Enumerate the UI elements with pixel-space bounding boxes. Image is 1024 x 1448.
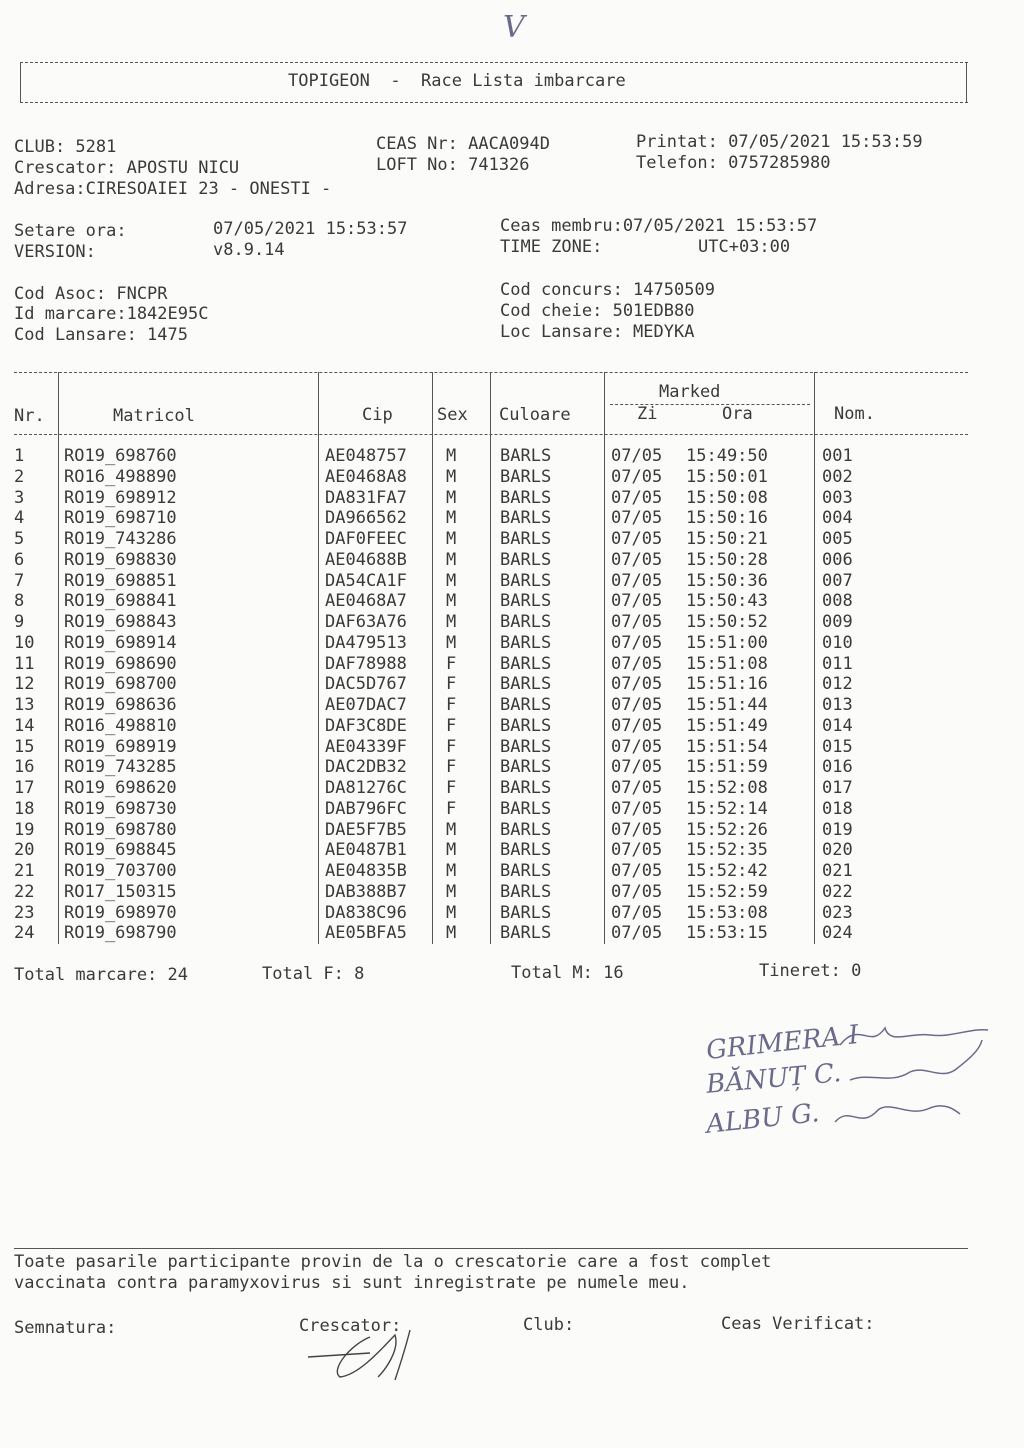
cell-cip: DA54CA1F (325, 570, 407, 591)
cell-sex: M (446, 861, 457, 881)
cell-zi: 07/05 (611, 757, 663, 778)
cell-culoare: BARLS (500, 757, 552, 778)
cell-nom: 018 (822, 798, 853, 819)
cell-culoare: BARLS (500, 923, 552, 944)
cell-nom: 001 (822, 446, 853, 466)
cell-ora: 15:52:59 (686, 881, 768, 902)
header-marked: Marked (659, 382, 721, 402)
cell-zi: 07/05 (611, 549, 663, 570)
cell-cip: AE04835B (325, 861, 407, 881)
cell-matricol: RO19_698780 (64, 819, 177, 840)
cell-ora: 15:50:21 (686, 529, 768, 549)
table-row (0, 508, 1024, 529)
semnatura-label: Semnatura: (14, 1318, 117, 1338)
cell-nom: 007 (822, 570, 853, 591)
cell-matricol: RO19_698914 (64, 632, 177, 653)
cell-nr: 24 (14, 923, 35, 944)
cell-cip: DAC2DB32 (325, 757, 407, 778)
cell-cip: AE0487B1 (325, 840, 407, 861)
cell-matricol: RO19_698843 (64, 612, 177, 632)
cell-nom: 010 (822, 632, 853, 653)
cell-nr: 19 (14, 819, 35, 840)
tineret: Tineret: 0 (759, 961, 862, 981)
cell-ora: 15:50:08 (686, 487, 768, 508)
club-info: CLUB: 5281 (14, 137, 117, 157)
cell-nr: 5 (14, 529, 25, 549)
cell-nom: 011 (822, 653, 853, 674)
cell-zi: 07/05 (611, 570, 663, 591)
cell-sex: M (446, 591, 457, 612)
cell-cip: DAF3C8DE (325, 715, 407, 736)
cell-zi: 07/05 (611, 653, 663, 674)
cell-culoare: BARLS (500, 715, 552, 736)
cell-culoare: BARLS (500, 778, 552, 798)
cell-nr: 20 (14, 840, 35, 861)
cell-culoare: BARLS (500, 881, 552, 902)
table-row (0, 550, 1024, 571)
cell-sex: F (446, 715, 457, 736)
cell-nom: 012 (822, 674, 853, 695)
cell-nr: 13 (14, 695, 35, 715)
cell-ora: 15:51:08 (686, 653, 768, 674)
cell-sex: F (446, 778, 457, 798)
cell-sex: M (446, 902, 457, 923)
cell-zi: 07/05 (611, 446, 663, 466)
crescator-label: Crescator: (299, 1316, 402, 1336)
cell-cip: DAF78988 (325, 653, 407, 674)
table-row (0, 799, 1024, 820)
cell-nom: 003 (822, 487, 853, 508)
table-row (0, 467, 1024, 488)
table-row (0, 591, 1024, 612)
total-f: Total F: 8 (262, 964, 365, 984)
table-row (0, 654, 1024, 675)
cell-zi: 07/05 (611, 881, 663, 902)
cell-nr: 3 (14, 487, 25, 508)
cell-nr: 4 (14, 508, 25, 529)
cell-nom: 014 (822, 715, 853, 736)
cell-matricol: RO19_698790 (64, 923, 177, 944)
cell-culoare: BARLS (500, 674, 552, 695)
cell-culoare: BARLS (500, 529, 552, 549)
cell-matricol: RO19_698760 (64, 446, 177, 466)
telefon: Telefon: 0757285980 (636, 153, 831, 173)
cell-sex: F (446, 757, 457, 778)
cell-cip: DA966562 (325, 508, 407, 529)
header-zi: Zi (637, 404, 658, 424)
cell-matricol: RO16_498890 (64, 466, 177, 487)
cell-culoare: BARLS (500, 819, 552, 840)
cell-zi: 07/05 (611, 819, 663, 840)
cell-nom: 017 (822, 778, 853, 798)
printat: Printat: 07/05/2021 15:53:59 (636, 132, 923, 152)
cell-ora: 15:52:35 (686, 840, 768, 861)
cell-zi: 07/05 (611, 798, 663, 819)
cell-nr: 2 (14, 466, 25, 487)
cell-sex: F (446, 674, 457, 695)
cell-nom: 023 (822, 902, 853, 923)
cell-matricol: RO19_698636 (64, 695, 177, 715)
cell-culoare: BARLS (500, 840, 552, 861)
cell-ora: 15:50:52 (686, 612, 768, 632)
cell-culoare: BARLS (500, 653, 552, 674)
cell-cip: DAC5D767 (325, 674, 407, 695)
cell-nr: 14 (14, 715, 35, 736)
setare-ora-label: Setare ora: (14, 221, 127, 241)
loft-no: LOFT No: 741326 (376, 155, 530, 175)
check-mark: V (503, 10, 525, 45)
table-row (0, 737, 1024, 758)
cell-matricol: RO19_698919 (64, 736, 177, 757)
cell-sex: M (446, 840, 457, 861)
cell-ora: 15:51:16 (686, 674, 768, 695)
cell-cip: AE07DAC7 (325, 695, 407, 715)
cell-culoare: BARLS (500, 549, 552, 570)
cell-ora: 15:52:42 (686, 861, 768, 881)
cell-cip: DA838C96 (325, 902, 407, 923)
cell-ora: 15:50:01 (686, 466, 768, 487)
cell-ora: 15:53:15 (686, 923, 768, 944)
table-row (0, 571, 1024, 592)
cell-sex: M (446, 446, 457, 466)
cell-culoare: BARLS (500, 570, 552, 591)
cell-nr: 23 (14, 902, 35, 923)
cell-matricol: RO19_743286 (64, 529, 177, 549)
cell-culoare: BARLS (500, 446, 552, 466)
statement-line-1: Toate pasarile participante provin de la o crescatorie care a fost complet (14, 1252, 772, 1272)
time-zone-value: UTC+03:00 (698, 237, 791, 257)
cell-sex: M (446, 570, 457, 591)
cell-nom: 024 (822, 923, 853, 944)
adresa: Adresa:CIRESOAIEI 23 - ONESTI - (14, 179, 332, 199)
cell-culoare: BARLS (500, 861, 552, 881)
cell-zi: 07/05 (611, 487, 663, 508)
cell-zi: 07/05 (611, 778, 663, 798)
handwritten-name-2: BĂNUȚ C. (704, 1058, 843, 1100)
cell-nom: 022 (822, 881, 853, 902)
header-cip: Cip (362, 405, 393, 425)
cell-culoare: BARLS (500, 736, 552, 757)
cell-sex: M (446, 881, 457, 902)
cell-culoare: BARLS (500, 487, 552, 508)
cell-zi: 07/05 (611, 861, 663, 881)
cell-cip: DAB388B7 (325, 881, 407, 902)
page-title: TOPIGEON - Race Lista imbarcare (288, 71, 626, 91)
cell-ora: 15:52:26 (686, 819, 768, 840)
cell-nom: 008 (822, 591, 853, 612)
cell-cip: AE048757 (325, 446, 407, 466)
cell-cip: DAF0FEEC (325, 529, 407, 549)
cell-cip: AE04688B (325, 549, 407, 570)
cell-sex: M (446, 632, 457, 653)
cell-ora: 15:51:59 (686, 757, 768, 778)
cell-ora: 15:51:54 (686, 736, 768, 757)
cell-culoare: BARLS (500, 632, 552, 653)
cell-zi: 07/05 (611, 529, 663, 549)
cell-nom: 002 (822, 466, 853, 487)
cell-matricol: RO19_698912 (64, 487, 177, 508)
cell-nr: 11 (14, 653, 35, 674)
cell-sex: M (446, 923, 457, 944)
cod-concurs: Cod concurs: 14750509 (500, 280, 715, 300)
cell-nr: 17 (14, 778, 35, 798)
ceas-verificat-label: Ceas Verificat: (721, 1314, 875, 1334)
cell-zi: 07/05 (611, 674, 663, 695)
cell-matricol: RO19_703700 (64, 861, 177, 881)
cell-zi: 07/05 (611, 902, 663, 923)
cell-matricol: RO16_498810 (64, 715, 177, 736)
table-row (0, 757, 1024, 778)
handwritten-name-1: GRIMERA I (704, 1020, 861, 1066)
cell-matricol: RO19_698690 (64, 653, 177, 674)
cell-sex: M (446, 466, 457, 487)
cell-zi: 07/05 (611, 736, 663, 757)
cell-matricol: RO19_698700 (64, 674, 177, 695)
setare-ora-value: 07/05/2021 15:53:57 (213, 219, 408, 239)
cell-matricol: RO19_698841 (64, 591, 177, 612)
table-row (0, 882, 1024, 903)
cell-matricol: RO19_698710 (64, 508, 177, 529)
table-row (0, 820, 1024, 841)
cell-sex: F (446, 798, 457, 819)
cell-matricol: RO19_698830 (64, 549, 177, 570)
cell-zi: 07/05 (611, 695, 663, 715)
total-m: Total M: 16 (511, 963, 624, 983)
cell-cip: DAB796FC (325, 798, 407, 819)
cell-culoare: BARLS (500, 466, 552, 487)
cell-nr: 12 (14, 674, 35, 695)
cell-ora: 15:51:49 (686, 715, 768, 736)
cell-nom: 006 (822, 549, 853, 570)
version-label: VERSION: (14, 242, 96, 262)
cell-cip: DA831FA7 (325, 487, 407, 508)
table-row (0, 923, 1024, 944)
cell-ora: 15:50:16 (686, 508, 768, 529)
cell-zi: 07/05 (611, 466, 663, 487)
table-row (0, 716, 1024, 737)
cell-sex: F (446, 695, 457, 715)
cell-ora: 15:50:28 (686, 549, 768, 570)
cell-matricol: RO19_698845 (64, 840, 177, 861)
table-row (0, 612, 1024, 633)
cell-nr: 8 (14, 591, 25, 612)
cell-cip: DAF63A76 (325, 612, 407, 632)
loc-lansare: Loc Lansare: MEDYKA (500, 322, 695, 342)
crescator-signature (300, 1325, 440, 1385)
crescator-info: Crescator: APOSTU NICU (14, 158, 240, 178)
cell-nr: 6 (14, 549, 25, 570)
cell-matricol: RO19_698970 (64, 902, 177, 923)
total-marcare: Total marcare: 24 (14, 965, 188, 985)
ceas-nr: CEAS Nr: AACA094D (376, 134, 550, 154)
cell-zi: 07/05 (611, 715, 663, 736)
cell-nom: 004 (822, 508, 853, 529)
cell-nr: 16 (14, 757, 35, 778)
cell-ora: 15:52:14 (686, 798, 768, 819)
table-row (0, 903, 1024, 924)
cell-ora: 15:51:44 (686, 695, 768, 715)
cell-sex: M (446, 549, 457, 570)
cell-nr: 10 (14, 632, 35, 653)
cell-matricol: RO19_698620 (64, 778, 177, 798)
cell-matricol: RO19_743285 (64, 757, 177, 778)
cell-cip: AE04339F (325, 736, 407, 757)
cell-culoare: BARLS (500, 902, 552, 923)
cell-cip: AE05BFA5 (325, 923, 407, 944)
cell-nom: 013 (822, 695, 853, 715)
cell-matricol: RO19_698851 (64, 570, 177, 591)
cell-zi: 07/05 (611, 591, 663, 612)
table-row (0, 446, 1024, 467)
header-ora: Ora (722, 404, 753, 424)
table-row (0, 488, 1024, 509)
table-row (0, 861, 1024, 882)
cell-nr: 7 (14, 570, 25, 591)
cell-cip: DA81276C (325, 778, 407, 798)
cell-nom: 015 (822, 736, 853, 757)
cell-nr: 1 (14, 446, 25, 466)
cell-nom: 020 (822, 840, 853, 861)
cell-matricol: RO19_698730 (64, 798, 177, 819)
ceas-membru: Ceas membru:07/05/2021 15:53:57 (500, 216, 818, 236)
cell-sex: M (446, 819, 457, 840)
header-nom: Nom. (834, 404, 875, 424)
table-row (0, 633, 1024, 654)
cell-sex: M (446, 487, 457, 508)
cell-nom: 019 (822, 819, 853, 840)
cell-nr: 22 (14, 881, 35, 902)
cell-matricol: RO17_150315 (64, 881, 177, 902)
cell-cip: AE0468A7 (325, 591, 407, 612)
cell-ora: 15:52:08 (686, 778, 768, 798)
header-culoare: Culoare (499, 405, 571, 425)
cell-nr: 9 (14, 612, 25, 632)
cell-nom: 005 (822, 529, 853, 549)
cell-zi: 07/05 (611, 612, 663, 632)
cell-sex: M (446, 612, 457, 632)
cell-nr: 18 (14, 798, 35, 819)
cell-sex: M (446, 508, 457, 529)
header-sex: Sex (437, 405, 468, 425)
cell-culoare: BARLS (500, 508, 552, 529)
cell-nr: 21 (14, 861, 35, 881)
version-value: v8.9.14 (213, 240, 285, 260)
cod-asoc: Cod Asoc: FNCPR (14, 284, 168, 304)
cell-culoare: BARLS (500, 612, 552, 632)
cell-culoare: BARLS (500, 591, 552, 612)
cell-cip: DAE5F7B5 (325, 819, 407, 840)
cell-cip: DA479513 (325, 632, 407, 653)
cell-zi: 07/05 (611, 508, 663, 529)
header-matricol: Matricol (113, 406, 195, 426)
cell-culoare: BARLS (500, 695, 552, 715)
handwritten-name-3: ALBU G. (704, 1098, 821, 1140)
cell-ora: 15:53:08 (686, 902, 768, 923)
table-row (0, 695, 1024, 716)
cell-zi: 07/05 (611, 632, 663, 653)
cell-cip: AE0468A8 (325, 466, 407, 487)
cell-nr: 15 (14, 736, 35, 757)
cell-zi: 07/05 (611, 923, 663, 944)
id-marcare: Id marcare:1842E95C (14, 304, 209, 324)
cell-culoare: BARLS (500, 798, 552, 819)
cell-nom: 021 (822, 861, 853, 881)
time-zone-label: TIME ZONE: (500, 237, 603, 257)
cod-lansare: Cod Lansare: 1475 (14, 325, 188, 345)
cell-sex: F (446, 736, 457, 757)
cell-zi: 07/05 (611, 840, 663, 861)
cell-nom: 016 (822, 757, 853, 778)
cell-nom: 009 (822, 612, 853, 632)
cell-sex: M (446, 529, 457, 549)
cell-ora: 15:50:43 (686, 591, 768, 612)
cod-cheie: Cod cheie: 501EDB80 (500, 301, 695, 321)
club-label: Club: (523, 1315, 575, 1335)
cell-sex: F (446, 653, 457, 674)
statement-line-2: vaccinata contra paramyxovirus si sunt inregistrate pe numele meu. (14, 1273, 690, 1293)
cell-ora: 15:51:00 (686, 632, 768, 653)
table-row (0, 840, 1024, 861)
cell-ora: 15:50:36 (686, 570, 768, 591)
header-nr: Nr. (14, 406, 45, 426)
table-row (0, 778, 1024, 799)
signature-scribbles (830, 1010, 1000, 1140)
table-row (0, 674, 1024, 695)
table-row (0, 529, 1024, 550)
cell-ora: 15:49:50 (686, 446, 768, 466)
